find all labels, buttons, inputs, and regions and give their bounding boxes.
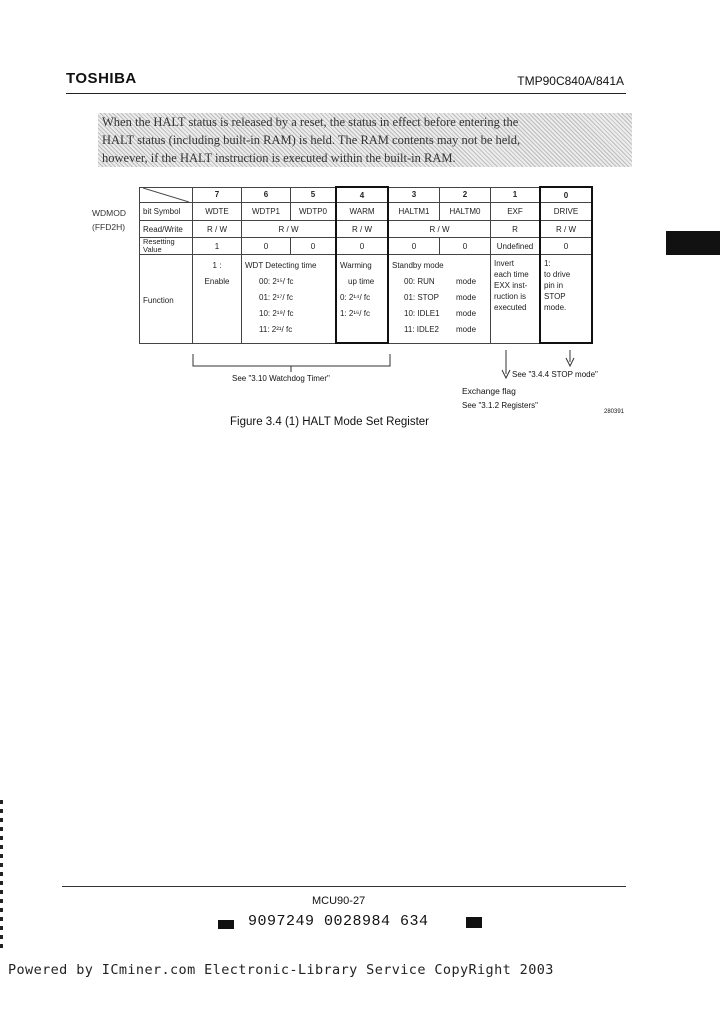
powered-by-footer: Powered by ICminer.com Electronic-Library Service CopyRight 2003 bbox=[8, 962, 554, 978]
mode-code: 11: IDLE2 bbox=[404, 325, 439, 334]
function-line bbox=[392, 322, 487, 338]
paragraph-line: HALT status (including built-in RAM) is held. The RAM contents may not be held, bbox=[102, 133, 521, 147]
row-label: bit Symbol bbox=[140, 203, 193, 221]
function-line: 01: 2¹⁷/ fc bbox=[259, 293, 294, 302]
function-line: 1: bbox=[544, 259, 551, 268]
function-line bbox=[392, 306, 487, 322]
function-line: Enable bbox=[204, 277, 230, 286]
bit-symbol: WARM bbox=[336, 203, 388, 221]
function-line: executed bbox=[494, 303, 527, 312]
function-drive bbox=[540, 255, 592, 344]
page-number: MCU90-27 bbox=[312, 895, 366, 907]
function-line: Standby mode bbox=[392, 261, 444, 270]
see-registers-note: See "3.1.2 Registers" bbox=[462, 401, 538, 410]
see-stop-mode-note: See "3.4.4 STOP mode" bbox=[512, 370, 598, 379]
corner-diagonal bbox=[143, 188, 189, 202]
bit-number: 1 bbox=[491, 187, 541, 203]
function-halt bbox=[388, 255, 491, 344]
function-line: 1: 2¹⁶/ fc bbox=[340, 309, 370, 318]
highlighted-paragraph bbox=[98, 113, 632, 167]
bit-symbol: WDTP0 bbox=[291, 203, 337, 221]
row-label-line: Value bbox=[143, 245, 162, 254]
reset-value: Undefined bbox=[491, 238, 541, 255]
function-line: ruction is bbox=[494, 292, 527, 301]
bit-number: 4 bbox=[336, 187, 388, 203]
function-line: 00: 2¹⁵/ fc bbox=[259, 277, 294, 286]
function-wdtp bbox=[242, 255, 337, 344]
function-line bbox=[392, 274, 487, 290]
reset-value: 0 bbox=[388, 238, 440, 255]
function-wdte bbox=[193, 255, 242, 344]
bit-number: 3 bbox=[388, 187, 440, 203]
bit-symbol: HALTM0 bbox=[440, 203, 491, 221]
bit-number-row bbox=[140, 187, 593, 203]
function-line: 10: 2¹⁹/ fc bbox=[259, 309, 294, 318]
function-line: to drive bbox=[544, 270, 571, 279]
function-line bbox=[392, 290, 487, 306]
function-row bbox=[140, 255, 593, 344]
row-label-line: Resetting bbox=[143, 237, 175, 246]
function-line: WDT Detecting time bbox=[245, 261, 317, 270]
header-rule bbox=[66, 93, 626, 94]
register-address: (FFD2H) bbox=[92, 222, 126, 232]
row-label: Function bbox=[140, 255, 193, 344]
bit-symbol: DRIVE bbox=[540, 203, 592, 221]
reset-value: 0 bbox=[336, 238, 388, 255]
function-line: each time bbox=[494, 270, 529, 279]
function-line: 0: 2¹⁴/ fc bbox=[340, 293, 371, 302]
bit-number: 7 bbox=[193, 187, 242, 203]
reset-value-row bbox=[140, 238, 593, 255]
mode-code: 10: IDLE1 bbox=[404, 309, 440, 318]
bit-symbol: EXF bbox=[491, 203, 541, 221]
row-label bbox=[140, 238, 193, 255]
brand-logo: TOSHIBA bbox=[66, 70, 137, 87]
mode-code: 01: STOP bbox=[404, 293, 439, 302]
figure-code: 280391 bbox=[604, 409, 625, 415]
footer-rule bbox=[62, 886, 626, 887]
function-line: EXX inst- bbox=[494, 281, 528, 290]
register-table bbox=[139, 186, 593, 344]
paragraph-line: When the HALT status is released by a reset, the status in effect before entering the bbox=[102, 115, 519, 129]
mode-label: mode bbox=[456, 309, 477, 318]
reset-value: 0 bbox=[440, 238, 491, 255]
part-number: TMP90C840A/841A bbox=[517, 74, 624, 88]
rw-value: R / W bbox=[242, 221, 337, 238]
bit-number: 2 bbox=[440, 187, 491, 203]
function-line: pin in bbox=[544, 281, 564, 290]
exchange-flag-note: Exchange flag bbox=[462, 386, 516, 396]
function-line: 11: 2²¹/ fc bbox=[259, 325, 293, 334]
function-exf bbox=[491, 255, 541, 344]
see-watchdog-note: See "3.10 Watchdog Timer" bbox=[232, 374, 330, 383]
mode-label: mode bbox=[456, 325, 477, 334]
register-name bbox=[92, 206, 126, 234]
rw-value: R / W bbox=[540, 221, 592, 238]
rw-value: R / W bbox=[193, 221, 242, 238]
reset-value: 1 bbox=[193, 238, 242, 255]
row-label: Read/Write bbox=[140, 221, 193, 238]
bit-symbol: WDTE bbox=[193, 203, 242, 221]
bit-number: 5 bbox=[291, 187, 337, 203]
corner-cell bbox=[140, 187, 193, 203]
mode-label: mode bbox=[456, 277, 477, 286]
read-write-row bbox=[140, 221, 593, 238]
bit-symbol: HALTM1 bbox=[388, 203, 440, 221]
barcode-block-right bbox=[466, 917, 482, 928]
reset-value: 0 bbox=[291, 238, 337, 255]
mode-label: mode bbox=[456, 293, 477, 302]
function-line: up time bbox=[348, 277, 375, 286]
function-line: STOP bbox=[544, 292, 566, 301]
rw-value: R / W bbox=[336, 221, 388, 238]
mode-code: 00: RUN bbox=[404, 277, 435, 286]
function-line: Invert bbox=[494, 259, 515, 268]
function-line: mode. bbox=[544, 303, 567, 312]
bit-symbol-row bbox=[140, 203, 593, 221]
barcode-block-left bbox=[218, 920, 234, 929]
function-line: 1 : bbox=[212, 261, 222, 270]
paragraph-line: however, if the HALT instruction is executed within the built-in RAM. bbox=[102, 151, 456, 165]
rw-value: R bbox=[491, 221, 541, 238]
barcode-text: 9097249 0028984 634 bbox=[248, 913, 429, 930]
function-warm bbox=[336, 255, 388, 344]
figure-caption: Figure 3.4 (1) HALT Mode Set Register bbox=[230, 416, 429, 428]
section-tab-marker bbox=[666, 231, 720, 255]
reset-value: 0 bbox=[540, 238, 592, 255]
rw-value: R / W bbox=[388, 221, 491, 238]
bit-number: 0 bbox=[540, 187, 592, 203]
bit-symbol: WDTP1 bbox=[242, 203, 291, 221]
wdt-bracket bbox=[193, 354, 390, 366]
reset-value: 0 bbox=[242, 238, 291, 255]
function-line: Warming bbox=[340, 261, 372, 270]
bit-number: 6 bbox=[242, 187, 291, 203]
scan-edge-marks bbox=[0, 800, 3, 950]
register-symbol: WDMOD bbox=[92, 208, 126, 218]
